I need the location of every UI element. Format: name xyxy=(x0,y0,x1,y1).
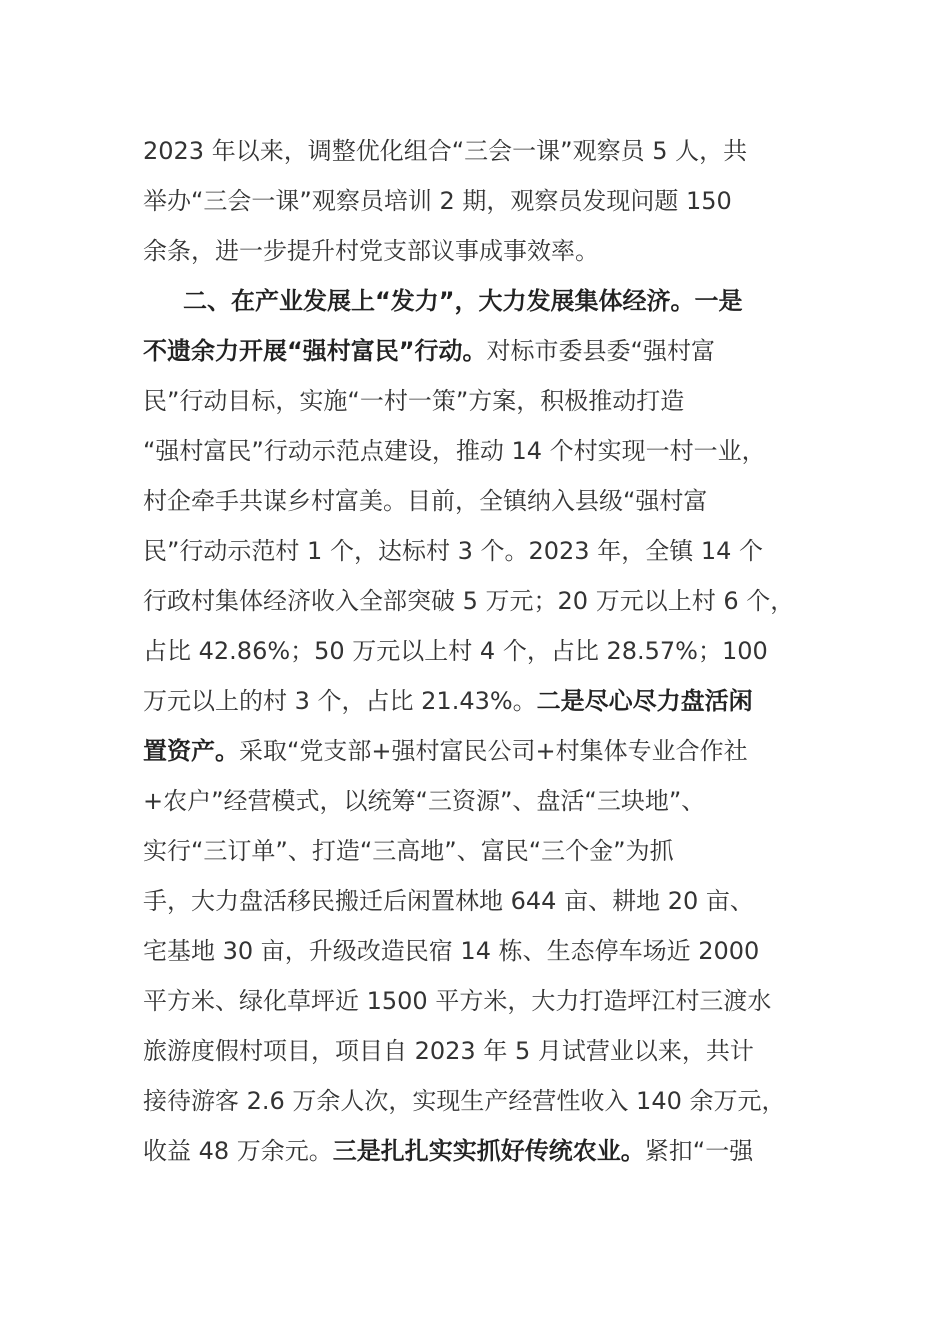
text-segment: 村企牵手共谋乡村富美。目前，全镇纳入县级“强村富 xyxy=(143,487,708,515)
text-segment: 2023 年以来，调整优化组合“三会一课”观察员 5 人，共 xyxy=(143,137,748,165)
text-segment: 接待游客 2.6 万余人次，实现生产经营性收入 140 余万元， xyxy=(143,1087,786,1115)
text-line xyxy=(143,176,843,226)
text-segment: 万元以上的村 3 个，占比 21.43%。 xyxy=(143,687,537,715)
text-segment: +农户”经营模式，以统筹“三资源”、盘活“三块地”、 xyxy=(143,787,706,815)
bold-text-segment: 置资产。 xyxy=(143,737,239,765)
text-line xyxy=(143,226,843,276)
text-line xyxy=(143,776,843,826)
text-line xyxy=(143,476,843,526)
text-line xyxy=(143,926,843,976)
document-body xyxy=(143,126,843,1176)
text-segment: 民”行动示范村 1 个，达标村 3 个。2023 年，全镇 14 个 xyxy=(143,537,763,565)
text-segment: 宅基地 30 亩，升级改造民宿 14 栋、生态停车场近 2000 xyxy=(143,937,760,965)
text-line xyxy=(143,376,843,426)
text-line xyxy=(143,826,843,876)
text-segment: 行政村集体经济收入全部突破 5 万元；20 万元以上村 6 个， xyxy=(143,587,795,615)
text-segment: 余条，进一步提升村党支部议事成事效率。 xyxy=(143,237,599,265)
text-line xyxy=(143,326,843,376)
text-line xyxy=(143,576,843,626)
text-line xyxy=(143,526,843,576)
text-line xyxy=(143,426,843,476)
text-line xyxy=(143,1126,843,1176)
text-segment: 紧扣“一强 xyxy=(644,1137,754,1165)
text-line xyxy=(143,126,843,176)
bold-text-segment: 三是扎扎实实抓好传统农业。 xyxy=(332,1137,645,1165)
text-segment: 收益 48 万余元。 xyxy=(143,1137,333,1165)
text-line xyxy=(143,676,843,726)
text-segment: “强村富民”行动示范点建设，推动 14 个村实现一村一业， xyxy=(143,437,766,465)
bold-text-segment: 不遗余力开展“强村富民”行动。 xyxy=(143,337,487,365)
text-line xyxy=(143,626,843,676)
text-line xyxy=(143,1026,843,1076)
text-segment: 民”行动目标，实施“一村一策”方案，积极推动打造 xyxy=(143,387,685,415)
text-segment: 对标市委县委“强村富 xyxy=(486,337,715,365)
text-line xyxy=(143,876,843,926)
text-line xyxy=(143,276,843,326)
bold-text-segment: 二、在产业发展上“发力”，大力发展集体经济。一是 xyxy=(183,287,743,315)
text-segment: 旅游度假村项目，项目自 2023 年 5 月试营业以来，共计 xyxy=(143,1037,754,1065)
text-line xyxy=(143,1076,843,1126)
text-segment: 举办“三会一课”观察员培训 2 期，观察员发现问题 150 xyxy=(143,187,732,215)
text-segment: 占比 42.86%；50 万元以上村 4 个，占比 28.57%；100 xyxy=(143,637,768,665)
text-line xyxy=(143,726,843,776)
text-segment: 实行“三订单”、打造“三高地”、富民“三个金”为抓 xyxy=(143,837,674,865)
bold-text-segment: 二是尽心尽力盘活闲 xyxy=(536,687,753,715)
text-line xyxy=(143,976,843,1026)
text-segment: 平方米、绿化草坪近 1500 平方米，大力打造坪江村三渡水 xyxy=(143,987,772,1015)
text-segment: 手，大力盘活移民搬迁后闲置林地 644 亩、耕地 20 亩、 xyxy=(143,887,754,915)
text-segment: 采取“党支部+强村富民公司+村集体专业合作社 xyxy=(239,737,748,765)
